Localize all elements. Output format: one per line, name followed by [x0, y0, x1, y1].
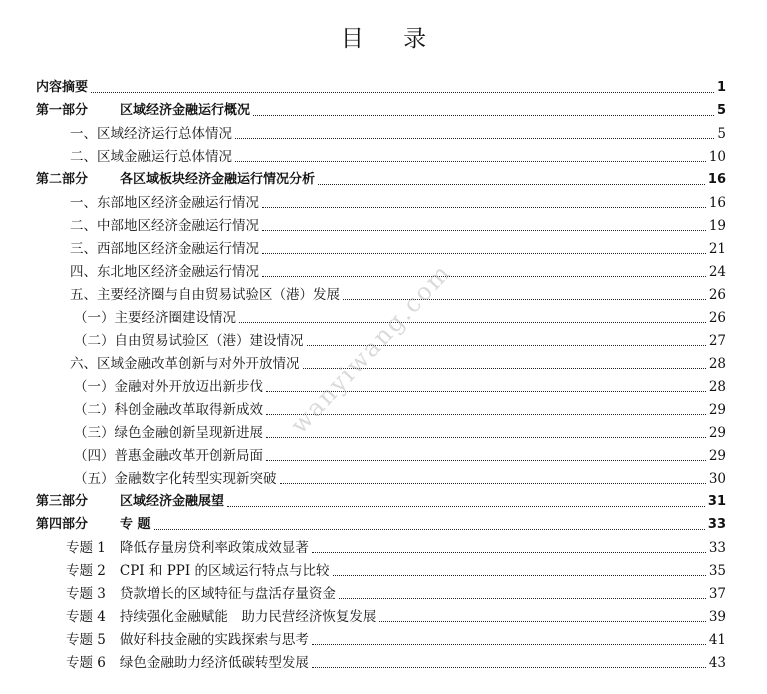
toc-entry-label — [74, 401, 263, 419]
toc-entry-label — [70, 217, 259, 235]
toc-entry[interactable] — [36, 350, 726, 373]
toc-entry-label — [70, 240, 259, 258]
toc-dot-leader — [379, 621, 705, 622]
toc-entry[interactable] — [36, 626, 726, 649]
toc-page-number: 27 — [708, 333, 726, 349]
toc-page-number: 33 — [707, 517, 726, 532]
toc-entry-label — [66, 654, 309, 672]
toc-entry-part: 专题 4 — [66, 609, 106, 625]
toc-entry-part: 第一部分 — [36, 103, 89, 118]
toc-entry-label — [66, 631, 309, 649]
toc-entry-text: （二）科创金融改革取得新成效 — [74, 402, 263, 418]
toc-entry-text: （一）主要经济圈建设情况 — [74, 310, 236, 326]
toc-entry-label — [70, 194, 259, 212]
toc-entry[interactable] — [36, 534, 726, 557]
toc-dot-leader — [312, 667, 706, 668]
toc-entry-text: （五）金融数字化转型实现新突破 — [74, 471, 277, 487]
toc-entry-text: （三）绿色金融创新呈现新进展 — [74, 425, 263, 441]
toc-dot-leader — [312, 644, 706, 645]
toc-entry-text: 六、区域金融改革创新与对外开放情况 — [70, 356, 300, 372]
toc-entry-label — [36, 493, 224, 511]
toc-dot-leader — [266, 414, 706, 415]
toc-entry[interactable] — [36, 143, 726, 166]
toc-dot-leader — [318, 184, 705, 185]
toc-entry-label — [70, 286, 340, 304]
toc-entry-text: 降低存量房贷利率政策成效显著 — [119, 540, 309, 556]
toc-dot-leader — [333, 575, 706, 576]
toc-page-number: 16 — [708, 195, 726, 211]
toc-dot-leader — [266, 460, 706, 461]
toc-entry[interactable] — [36, 419, 726, 442]
toc-entry-text: 区域经济金融展望 — [120, 494, 225, 509]
toc-entry[interactable] — [36, 189, 726, 212]
table-of-contents — [36, 74, 726, 672]
toc-entry[interactable] — [36, 235, 726, 258]
toc-dot-leader — [91, 92, 714, 93]
toc-entry[interactable] — [36, 396, 726, 419]
toc-page-number: 31 — [707, 494, 726, 509]
toc-entry-label — [66, 539, 309, 557]
toc-dot-leader — [312, 552, 706, 553]
toc-entry-label — [66, 585, 336, 603]
toc-entry[interactable] — [36, 327, 726, 350]
toc-page-number: 28 — [708, 356, 726, 372]
toc-entry-text: 二、中部地区经济金融运行情况 — [70, 218, 259, 234]
toc-page-number: 5 — [716, 103, 726, 118]
toc-entry-text: 一、东部地区经济金融运行情况 — [70, 195, 259, 211]
toc-dot-leader — [235, 138, 714, 139]
toc-entry[interactable] — [36, 212, 726, 235]
toc-entry[interactable] — [36, 580, 726, 603]
toc-entry-label — [36, 79, 88, 97]
toc-entry-text: 持续强化金融赋能 助力民营经济恢复发展 — [119, 609, 377, 625]
toc-entry-text: 三、西部地区经济金融运行情况 — [70, 241, 259, 257]
toc-dot-leader — [266, 437, 706, 438]
toc-entry-part: 第三部分 — [36, 494, 89, 509]
toc-entry[interactable] — [36, 373, 726, 396]
toc-entry[interactable] — [36, 281, 726, 304]
toc-entry-part: 专题 2 — [66, 563, 106, 579]
toc-entry-part: 专题 6 — [66, 655, 106, 671]
toc-entry-label — [36, 171, 315, 189]
toc-entry-text: 贷款增长的区域特征与盘活存量资金 — [119, 586, 336, 602]
toc-entry-text: CPI 和 PPI 的区域运行特点与比较 — [119, 563, 330, 579]
toc-dot-leader — [303, 368, 706, 369]
toc-entry[interactable] — [36, 120, 726, 143]
toc-dot-leader — [227, 506, 705, 507]
toc-page-number: 29 — [708, 402, 726, 418]
toc-entry-text: 一、区域经济运行总体情况 — [70, 126, 232, 142]
toc-entry[interactable] — [36, 488, 726, 511]
toc-entry-label — [70, 263, 259, 281]
toc-entry-label — [74, 332, 304, 350]
toc-page-number: 1 — [716, 80, 726, 95]
toc-page-number: 16 — [707, 172, 726, 187]
toc-page-number: 43 — [708, 655, 726, 671]
toc-dot-leader — [262, 253, 706, 254]
toc-entry-part: 专题 3 — [66, 586, 106, 602]
toc-page-number: 28 — [708, 379, 726, 395]
toc-page-number: 41 — [708, 632, 726, 648]
toc-page-number: 24 — [708, 264, 726, 280]
toc-entry-text: 各区域板块经济金融运行情况分析 — [120, 172, 316, 187]
toc-page-number: 26 — [708, 287, 726, 303]
toc-dot-leader — [262, 207, 706, 208]
toc-entry-label — [66, 608, 376, 626]
toc-entry-text: （四）普惠金融改革开创新局面 — [74, 448, 263, 464]
toc-page-number: 5 — [717, 126, 726, 142]
toc-entry-text: 四、东北地区经济金融运行情况 — [70, 264, 259, 280]
toc-page-number: 33 — [708, 540, 726, 556]
toc-entry[interactable] — [36, 304, 726, 327]
toc-entry-label — [70, 125, 232, 143]
toc-page-number: 26 — [708, 310, 726, 326]
toc-entry[interactable] — [36, 603, 726, 626]
toc-entry-text: （一）金融对外开放迈出新步伐 — [74, 379, 263, 395]
toc-entry-label — [36, 516, 151, 534]
toc-entry[interactable] — [36, 166, 726, 189]
toc-page-number: 10 — [708, 149, 726, 165]
toc-entry-text: 二、区域金融运行总体情况 — [70, 149, 232, 165]
toc-page-number: 39 — [708, 609, 726, 625]
toc-entry-label — [70, 148, 232, 166]
toc-page-number: 30 — [708, 471, 726, 487]
toc-entry-text: 专 题 — [120, 517, 151, 532]
toc-entry-text: 五、主要经济圈与自由贸易试验区（港）发展 — [70, 287, 340, 303]
toc-dot-leader — [339, 598, 706, 599]
toc-dot-leader — [262, 230, 706, 231]
toc-entry-part: 第二部分 — [36, 172, 89, 187]
toc-entry[interactable] — [36, 465, 726, 488]
toc-entry-label — [74, 447, 263, 465]
toc-dot-leader — [266, 391, 706, 392]
toc-dot-leader — [262, 276, 706, 277]
toc-dot-leader — [239, 322, 706, 323]
toc-entry-text: （二）自由贸易试验区（港）建设情况 — [74, 333, 304, 349]
toc-entry-text: 绿色金融助力经济低碳转型发展 — [119, 655, 309, 671]
toc-dot-leader — [343, 299, 706, 300]
watermark: wanyiwang.com — [285, 258, 457, 440]
toc-dot-leader — [307, 345, 706, 346]
toc-entry-part: 专题 5 — [66, 632, 106, 648]
toc-dot-leader — [253, 115, 714, 116]
toc-entry-label — [70, 355, 300, 373]
toc-entry-text: 区域经济金融运行概况 — [120, 103, 251, 118]
toc-dot-leader — [235, 161, 706, 162]
toc-entry[interactable] — [36, 258, 726, 281]
toc-entry-text: 内容摘要 — [36, 80, 89, 95]
toc-entry-part: 第四部分 — [36, 517, 89, 532]
toc-page-number: 35 — [708, 563, 726, 579]
toc-entry-label — [66, 562, 330, 580]
toc-entry-part: 专题 1 — [66, 540, 106, 556]
toc-entry-label — [36, 102, 250, 120]
toc-entry[interactable] — [36, 649, 726, 672]
toc-page-number: 29 — [708, 448, 726, 464]
toc-entry[interactable] — [36, 74, 726, 97]
toc-entry[interactable] — [36, 97, 726, 120]
toc-entry-label — [74, 378, 263, 396]
toc-page-number: 37 — [708, 586, 726, 602]
toc-dot-leader — [280, 483, 706, 484]
toc-page-number: 29 — [708, 425, 726, 441]
page-title: 目 录 — [340, 26, 443, 52]
toc-entry[interactable] — [36, 442, 726, 465]
toc-page-number: 19 — [708, 218, 726, 234]
toc-entry-text: 做好科技金融的实践探索与思考 — [119, 632, 309, 648]
toc-dot-leader — [154, 529, 705, 530]
toc-entry-label — [74, 470, 277, 488]
toc-entry[interactable] — [36, 557, 726, 580]
toc-entry-label — [74, 424, 263, 442]
toc-entry[interactable] — [36, 511, 726, 534]
toc-page-number: 21 — [708, 241, 726, 257]
toc-entry-label — [74, 309, 236, 327]
